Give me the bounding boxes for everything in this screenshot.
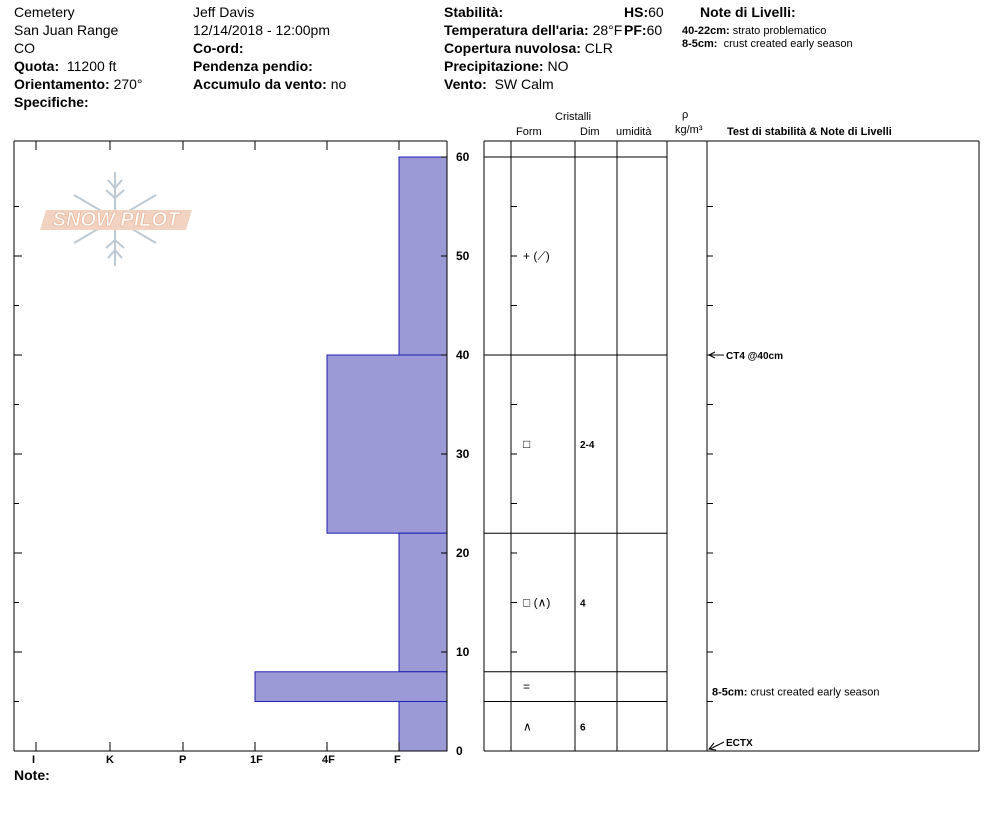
note-label: Note:: [14, 767, 50, 783]
hardness-label-k: K: [106, 754, 114, 766]
crystal-dim-4: 6: [580, 722, 586, 734]
hardness-layers: [255, 157, 447, 751]
annotation-text-1: ECTX: [726, 738, 753, 749]
orient-label: Orientamento:: [14, 76, 110, 92]
height-tick-label-50: 50: [456, 249, 470, 263]
snow-pilot-logo: [40, 209, 192, 231]
hardness-layer-3: [255, 672, 447, 702]
crystal-form-1: □: [523, 437, 531, 452]
height-tick-label-10: 10: [456, 645, 470, 659]
hardness-layer-1: [327, 355, 447, 533]
layer-note-2-text: crust created early season: [723, 38, 853, 50]
col-density-unit: kg/m³: [675, 124, 703, 136]
pf-value: 60: [646, 22, 663, 38]
copertura-value: CLR: [584, 40, 613, 56]
pf-label: PF:: [624, 22, 647, 38]
coord-label: Co-ord:: [193, 40, 244, 56]
layer-note-row-0: [712, 687, 880, 699]
temp-label: Temperatura dell'aria:: [444, 22, 589, 38]
hardness-label-p: P: [179, 754, 187, 766]
crystal-table: [484, 141, 979, 751]
crystal-form-2: □ (∧): [523, 595, 551, 610]
quota-value: 11200 ft: [66, 58, 117, 74]
layer-note-row-text: crust created early season: [750, 686, 880, 699]
specifiche-label: Specifiche:: [14, 94, 89, 110]
col-rho: ρ: [682, 109, 689, 121]
col-dim: Dim: [580, 126, 600, 138]
precip-value: NO: [547, 58, 569, 74]
annotation-text-0: CT4 @40cm: [726, 351, 783, 362]
vento-value: SW Calm: [494, 76, 554, 92]
crystal-rows: [523, 249, 595, 733]
hardness-label-1f: 1F: [250, 754, 263, 766]
precip-label: Precipitazione:: [444, 58, 544, 74]
crystal-form-0: + (⟋): [523, 249, 550, 263]
accumulo-label: Accumulo da vento:: [193, 76, 327, 92]
state: CO: [14, 40, 35, 56]
stability-annotations: [709, 351, 880, 750]
crystal-form-4: ∧: [523, 719, 532, 734]
crystal-form-3: =: [523, 679, 531, 694]
hardness-layer-4: [399, 702, 447, 752]
logo-text: SNOW PILOT: [52, 209, 180, 231]
observer: Jeff Davis: [193, 4, 255, 20]
height-tick-label-30: 30: [456, 447, 470, 461]
hardness-label-i: I: [32, 754, 36, 766]
hardness-label-4f: 4F: [322, 754, 335, 766]
quota-label: Quota:: [14, 58, 60, 74]
layer-note-1-text: strato problematico: [732, 25, 827, 37]
col-cristalli: Cristalli: [555, 111, 592, 123]
height-tick-label-40: 40: [456, 348, 470, 362]
hardness-layer-2: [399, 533, 447, 672]
height-tick-label-60: 60: [456, 150, 470, 164]
copertura-label: Copertura nuvolosa:: [444, 40, 581, 56]
hs-label: HS:: [624, 4, 649, 20]
location: Cemetery: [14, 4, 75, 20]
orient-value: 270°: [113, 76, 143, 92]
note-livelli-title: Note di Livelli:: [700, 4, 796, 20]
datetime: 12/14/2018 - 12:00pm: [193, 22, 330, 38]
temp-value: 28°F: [592, 22, 623, 38]
range: San Juan Range: [14, 22, 119, 38]
col-test: Test di stabilità & Note di Livelli: [727, 126, 892, 138]
hardness-layer-0: [399, 157, 447, 355]
accumulo-value: no: [330, 76, 347, 92]
height-tick-label-20: 20: [456, 546, 470, 560]
col-umidita: umidità: [616, 126, 652, 138]
hardness-label-f: F: [394, 754, 401, 766]
pendenza-label: Pendenza pendio:: [193, 58, 313, 74]
col-form: Form: [516, 126, 542, 138]
crystal-dim-1: 2-4: [580, 440, 595, 452]
layer-note-row-range: 8-5cm:: [712, 686, 751, 699]
hs-value: 60: [648, 4, 664, 20]
stabilita-label: Stabilità:: [444, 4, 504, 20]
layer-note-2-range: 8-5cm:: [682, 38, 718, 50]
crystal-dim-2: 4: [580, 598, 586, 610]
layer-note-1-range: 40-22cm:: [682, 25, 730, 37]
vento-label: Vento:: [444, 76, 487, 92]
height-tick-label-0: 0: [456, 744, 463, 758]
